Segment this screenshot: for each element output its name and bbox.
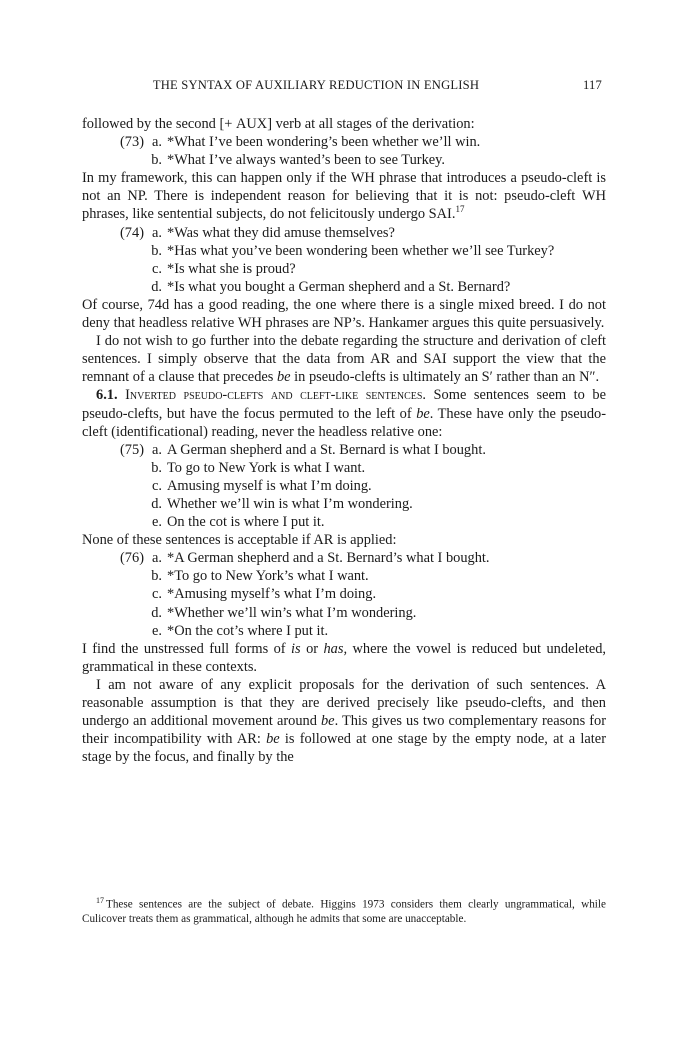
section-6-1: 6.1. Inverted pseudo-clefts and cleft-like sentences. Some sentences seem to be pseudo-clefts, but have the focus permuted to the left of be. These have only the pseudo-cleft (identificational) reading, never the headless relative one: [82,387,607,440]
paragraph-6: I find the unstressed full forms of is or has, where the vowel is reduced but undeleted, grammatical in these contexts. [82,640,607,675]
paragraph-4: I do not wish to go further into the debate regarding the structure and derivation of cleft sentences. I simply observe that the data from AR and SAI support the view that the remnant of a clause that precedes be in pseudo-clefts is ultimately an S′ rather than an N″. [82,333,606,386]
paragraph-7: I am not aware of any explicit proposals for the derivation of such sentences. A reasonable assumption is that they are derived precisely like pseudo-clefts, and then undergo an additional movement around be. This gives us two complementary reasons for their incompatibility with AR: be is followed at one stage by the empty node, at a later stage by the focus, and finally by the [82,676,606,766]
example-number: (73) [120,134,144,151]
footnote [82,894,606,927]
example-74: (74) a. *Was what they did amuse themselves? b. *Has what you’ve been wondering been whether we’ll see Turkey? c. *Is what she is proud? d. *Is what you bought a German shepherd and a St. Bernard? [120,224,555,295]
example-76: (76) a. *A German shepherd and a St. Bernard’s what I bought. b. *To go to New York’s what I want. c. *Amusing myself’s what I’m doing. d. *Whether we’ll win’s what I’m wondering. e. *On the cot’s where I put it. [120,550,490,639]
running-title: THE SYNTAX OF AUXILIARY REDUCTION IN ENGLISH [152,78,480,92]
page-number: 117 [582,78,602,92]
paragraph-1: followed by the second [+ AUX] verb at all stages of the derivation: [82,116,475,132]
paragraph-2: In my framework, this can happen only if the WH phrase that introduces a pseudo-cleft is not an NP. There is independent reason for believing that it is not: pseudo-cleft WH phrases, like sentential subjects, do not felicitously undergo SAI.$^{17}$ [82,170,606,223]
example-75: (75) a. A German shepherd and a St. Bernard is what I bought. b. To go to New York is what I want. c. Amusing myself is what I’m doing. d. Whether we’ll win is what I’m wondering. e. On the cot is where I put it. [120,441,486,531]
paragraph-5: None of these sentences is acceptable if AR is applied: [82,532,397,549]
footnote-mark: 17 [96,896,104,905]
example-73: (73) a. *What I’ve been wondering’s been whether we’ll win. b. *What I’ve always wanted’s been to see Turkey. [82,133,606,169]
section-title: Inverted pseudo-clefts and cleft-like sentences. [125,387,427,404]
running-header [82,78,602,98]
footnote-ref: 17 [455,204,465,215]
footnote-text: These sentences are the subject of debate. Higgins 1973 considers them clearly ungrammatical, while Culicover treats them as grammatical, although he admits that some are unacceptable. [82,898,606,926]
body-text [82,115,606,766]
paragraph-3: Of course, 74d has a good reading, the one where there is a single mixed breed. I do not deny that headless relative WH phrases are NP’s. Hankamer argues this quite persuasively. [82,296,606,332]
section-number: 6.1. [96,387,118,404]
